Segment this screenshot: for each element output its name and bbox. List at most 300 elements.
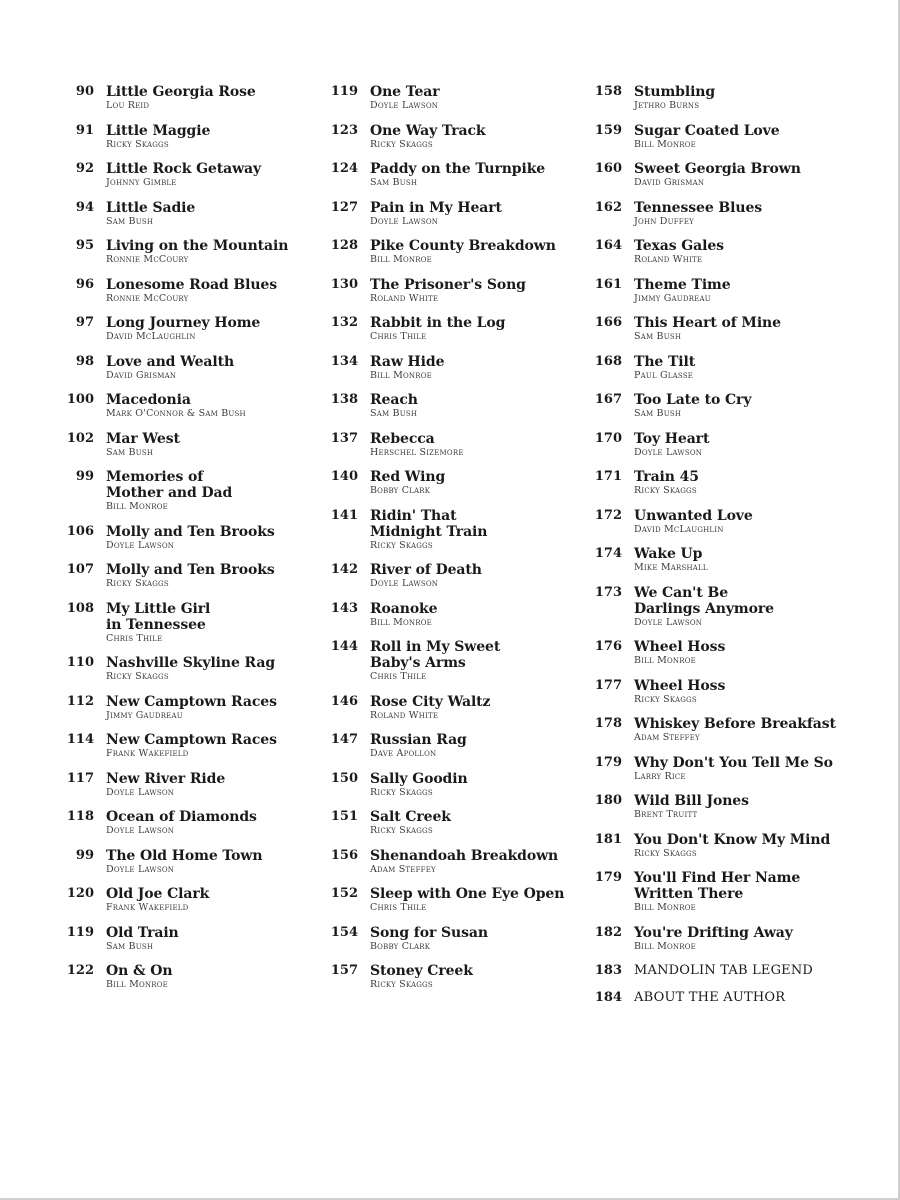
song-title: Old Train: [106, 924, 179, 941]
contents-entry[interactable]: [62, 354, 312, 382]
entry-info: [106, 601, 312, 645]
contents-entry[interactable]: [62, 562, 312, 590]
contents-entry[interactable]: [326, 732, 576, 760]
page-number: 127: [330, 199, 358, 215]
artist-name: Brent Truitt: [634, 809, 698, 820]
contents-entry[interactable]: [62, 315, 312, 343]
entry-info: [106, 963, 312, 991]
page-number: 160: [594, 161, 622, 176]
song-title: Lonesome Road Blues: [106, 276, 278, 293]
song-title: Why Don't You Tell Me So: [634, 754, 833, 771]
artist-name: David Grisman: [634, 177, 705, 188]
page-number: 144: [330, 639, 358, 654]
contents-column-2: [326, 84, 576, 1002]
contents-entry[interactable]: [590, 585, 840, 629]
contents-entry[interactable]: [326, 392, 576, 420]
page-number: 119: [66, 924, 94, 940]
page-number: 98: [75, 353, 94, 369]
contents-entry[interactable]: [590, 238, 840, 266]
artist-name: Dave Apollon: [370, 748, 437, 759]
contents-entry[interactable]: [326, 469, 576, 497]
song-title: Sugar Coated Love: [634, 122, 780, 139]
entry-info: [370, 562, 576, 590]
song-title: On & On: [106, 963, 173, 979]
page-number: 167: [594, 392, 622, 407]
artist-name: Ricky Skaggs: [634, 847, 697, 859]
song-title: Little Georgia Rose: [106, 84, 256, 100]
entry-info: [634, 755, 840, 783]
song-title: Little Maggie: [106, 122, 211, 139]
song-title: Too Late to Cry: [634, 392, 752, 408]
contents-entry[interactable]: [62, 848, 312, 876]
entry-info: [370, 732, 576, 760]
contents-entry[interactable]: [326, 601, 576, 629]
song-title: New Camptown Races: [106, 732, 277, 748]
contents-entry[interactable]: [62, 524, 312, 552]
artist-name: Chris Thile: [370, 671, 427, 682]
page-number: 151: [330, 809, 358, 824]
entry-info: [106, 431, 312, 459]
entry-info: [370, 809, 576, 837]
page-number: 94: [75, 199, 94, 215]
contents-entry[interactable]: [62, 84, 312, 112]
page-number: 140: [330, 469, 358, 484]
page-number: 141: [330, 507, 358, 523]
contents-entry[interactable]: [62, 732, 312, 760]
page-number: 180: [594, 793, 622, 808]
contents-entry[interactable]: [62, 431, 312, 459]
entry-info: [634, 84, 840, 112]
contents-entry[interactable]: [590, 200, 840, 228]
page-number: 123: [330, 122, 358, 138]
artist-name: David Grisman: [106, 369, 177, 381]
artist-name: Roland White: [370, 292, 439, 304]
page-number: 100: [66, 392, 94, 407]
contents-entry[interactable]: [590, 277, 840, 305]
artist-name: Doyle Lawson: [106, 539, 175, 551]
entry-info: [370, 886, 576, 914]
entry-info: [106, 694, 312, 722]
page-number: 95: [75, 238, 94, 253]
song-title: Roll in My Sweet Baby's Arms: [370, 639, 501, 671]
page-number: 128: [330, 238, 358, 253]
song-title: Sally Goodin: [370, 770, 468, 787]
song-title: MANDOLIN TAB LEGEND: [634, 963, 814, 978]
contents-entry[interactable]: [62, 277, 312, 305]
contents-entry[interactable]: [62, 238, 312, 266]
entry-info: [106, 809, 312, 837]
page-number: 164: [594, 238, 622, 253]
page-number: 97: [75, 315, 94, 330]
entry-info: [634, 508, 840, 536]
entry-info: [370, 694, 576, 722]
contents-entry[interactable]: [62, 123, 312, 151]
artist-name: Ricky Skaggs: [370, 825, 433, 836]
entry-info: [634, 315, 840, 343]
song-title: Rose City Waltz: [370, 693, 491, 710]
contents-entry[interactable]: [326, 639, 576, 683]
entry-info: [634, 963, 840, 979]
song-title: We Can't Be Darlings Anymore: [634, 584, 774, 617]
contents-entry[interactable]: [326, 238, 576, 266]
contents-entry[interactable]: [590, 755, 840, 783]
entry-info: [634, 870, 840, 914]
entry-info: [106, 562, 312, 590]
artist-name: Bobby Clark: [370, 485, 431, 496]
entry-info: [370, 639, 576, 683]
contents-entry[interactable]: [62, 655, 312, 683]
page-number: 99: [75, 847, 94, 863]
song-title: Memories of Mother and Dad: [106, 469, 233, 501]
contents-entry[interactable]: [590, 870, 840, 914]
artist-name: Chris Thile: [106, 632, 163, 644]
artist-name: Sam Bush: [106, 940, 154, 952]
artist-name: Sam Bush: [370, 177, 418, 188]
entry-info: [106, 161, 312, 189]
song-title: You're Drifting Away: [634, 924, 793, 941]
song-title: Russian Rag: [370, 732, 467, 748]
entry-info: [370, 123, 576, 151]
page-number: 134: [330, 353, 358, 369]
contents-entry[interactable]: [62, 963, 312, 991]
song-title: Living on the Mountain: [106, 238, 289, 254]
contents-entry[interactable]: [326, 277, 576, 305]
page-number: 99: [75, 469, 94, 484]
contents-entry[interactable]: [62, 200, 312, 228]
artist-name: Doyle Lawson: [370, 100, 439, 111]
artist-name: Bill Monroe: [370, 254, 432, 265]
artist-name: Sam Bush: [106, 215, 154, 227]
song-title: Mar West: [106, 430, 180, 447]
song-title: Texas Gales: [634, 238, 724, 254]
page-number: 147: [330, 732, 358, 747]
page-number: 172: [594, 507, 622, 523]
artist-name: Adam Steffey: [634, 732, 700, 743]
page-number: 184: [594, 989, 622, 1005]
artist-name: Bill Monroe: [106, 501, 168, 512]
artist-name: Bill Monroe: [634, 138, 696, 150]
artist-name: Ronnie McCoury: [106, 254, 189, 265]
page-number: 171: [594, 469, 622, 484]
contents-entry[interactable]: [326, 963, 576, 991]
song-title: The Tilt: [634, 353, 696, 370]
entry-info: [370, 925, 576, 953]
page-number: 138: [330, 392, 358, 407]
artist-name: David McLaughlin: [634, 523, 724, 535]
entry-info: [106, 200, 312, 228]
song-title: Pike County Breakdown: [370, 238, 556, 254]
contents-entry[interactable]: [326, 925, 576, 953]
page-number: 161: [594, 276, 622, 292]
song-title: New River Ride: [106, 770, 226, 787]
entry-info: [634, 546, 840, 574]
song-title: My Little Girl in Tennessee: [106, 600, 211, 633]
artist-name: Doyle Lawson: [634, 616, 703, 628]
page-number: 106: [66, 523, 94, 539]
artist-name: Herschel Sizemore: [370, 446, 464, 458]
artist-name: Adam Steffey: [370, 863, 436, 875]
entry-info: [634, 585, 840, 629]
contents-entry[interactable]: [326, 431, 576, 459]
page-number: 90: [75, 84, 94, 99]
entry-info: [370, 469, 576, 497]
entry-info: [370, 84, 576, 112]
contents-entry[interactable]: [326, 200, 576, 228]
page-number: 122: [66, 963, 94, 978]
artist-name: Jimmy Gaudreau: [634, 292, 711, 304]
artist-name: Lou Reid: [106, 100, 150, 111]
contents-entry[interactable]: [326, 809, 576, 837]
contents-entry[interactable]: [326, 84, 576, 112]
contents-entry[interactable]: [326, 694, 576, 722]
entry-info: [106, 655, 312, 683]
song-title: Wheel Hoss: [634, 677, 726, 694]
song-title: Tennessee Blues: [634, 199, 763, 216]
contents-entry[interactable]: [62, 469, 312, 513]
page-number: 114: [66, 732, 94, 747]
contents-entry[interactable]: [62, 886, 312, 914]
artist-name: Ronnie McCoury: [106, 292, 189, 304]
song-title: Little Rock Getaway: [106, 161, 262, 177]
entry-info: [106, 354, 312, 382]
entry-info: [370, 354, 576, 382]
artist-name: Jethro Burns: [634, 100, 700, 111]
artist-name: Doyle Lawson: [370, 578, 439, 589]
artist-name: Ricky Skaggs: [370, 979, 433, 990]
page-number: 91: [75, 122, 94, 138]
contents-entry[interactable]: [326, 848, 576, 876]
page-number: 170: [594, 430, 622, 446]
entry-info: [634, 431, 840, 459]
artist-name: Roland White: [370, 709, 439, 721]
contents-entry[interactable]: [326, 123, 576, 151]
contents-entry[interactable]: [590, 392, 840, 420]
song-title: Rabbit in the Log: [370, 315, 506, 331]
page-number: 110: [66, 655, 94, 670]
entry-info: [106, 524, 312, 552]
song-title: Reach: [370, 392, 418, 408]
page-number: 112: [66, 693, 94, 709]
contents-entry[interactable]: [326, 771, 576, 799]
page-number: 158: [594, 84, 622, 99]
contents-entry[interactable]: [590, 990, 840, 1006]
song-title: You Don't Know My Mind: [634, 831, 831, 848]
artist-name: Ricky Skaggs: [106, 578, 169, 589]
contents-entry[interactable]: [62, 392, 312, 420]
artist-name: Doyle Lawson: [106, 863, 175, 875]
entry-info: [634, 716, 840, 744]
song-title: River of Death: [370, 562, 482, 578]
song-title: Pain in My Heart: [370, 199, 502, 216]
page-number: 159: [594, 122, 622, 138]
entry-info: [106, 84, 312, 112]
contents-entry[interactable]: [590, 716, 840, 744]
contents-entry[interactable]: [326, 315, 576, 343]
song-title: One Tear: [370, 84, 440, 100]
song-title: Wheel Hoss: [634, 639, 726, 655]
entry-info: [106, 315, 312, 343]
page-number: 117: [66, 770, 94, 786]
artist-name: Johnny Gimble: [106, 177, 177, 188]
contents-entry[interactable]: [62, 809, 312, 837]
page-number: 182: [594, 924, 622, 940]
song-title: Roanoke: [370, 600, 438, 617]
contents-entry[interactable]: [62, 925, 312, 953]
page-number: 174: [594, 546, 622, 561]
contents-entry[interactable]: [62, 694, 312, 722]
artist-name: Sam Bush: [370, 408, 418, 419]
contents-entry[interactable]: [326, 886, 576, 914]
entry-info: [634, 990, 840, 1006]
contents-entry[interactable]: [590, 925, 840, 953]
contents-entry[interactable]: [590, 832, 840, 860]
contents-entry[interactable]: [590, 315, 840, 343]
page-number: 146: [330, 693, 358, 709]
contents-entry[interactable]: [326, 354, 576, 382]
entry-info: [370, 392, 576, 420]
page-number: 152: [330, 886, 358, 901]
contents-entry[interactable]: [590, 84, 840, 112]
entry-info: [370, 963, 576, 991]
entry-info: [106, 277, 312, 305]
page-number: 183: [594, 963, 622, 978]
page-number: 178: [594, 716, 622, 731]
song-title: Paddy on the Turnpike: [370, 161, 546, 177]
page-number: 102: [66, 430, 94, 446]
page-number: 156: [330, 847, 358, 863]
entry-info: [370, 200, 576, 228]
song-title: Raw Hide: [370, 353, 445, 370]
song-title: Little Sadie: [106, 199, 196, 216]
entry-info: [370, 431, 576, 459]
artist-name: Bill Monroe: [370, 616, 432, 628]
page-number: 137: [330, 430, 358, 446]
contents-entry[interactable]: [62, 161, 312, 189]
song-title: Toy Heart: [634, 430, 710, 447]
page-number: 179: [594, 754, 622, 770]
artist-name: Mark O'Connor & Sam Bush: [106, 408, 246, 419]
song-title: Stumbling: [634, 84, 716, 100]
song-title: Love and Wealth: [106, 353, 235, 370]
artist-name: Bill Monroe: [106, 979, 168, 990]
artist-name: Ricky Skaggs: [106, 138, 169, 150]
entry-info: [370, 161, 576, 189]
song-title: ABOUT THE AUTHOR: [634, 989, 786, 1005]
artist-name: Frank Wakefield: [106, 748, 189, 759]
song-title: You'll Find Her Name Written There: [634, 870, 801, 902]
page-number: 120: [66, 886, 94, 901]
page-number: 142: [330, 562, 358, 577]
page-number: 119: [330, 84, 358, 99]
song-title: New Camptown Races: [106, 693, 277, 710]
entry-info: [106, 771, 312, 799]
entry-info: [370, 771, 576, 799]
contents-entry[interactable]: [590, 469, 840, 497]
contents-entry[interactable]: [590, 793, 840, 821]
entry-info: [370, 315, 576, 343]
page-number: 130: [330, 276, 358, 292]
contents-entry[interactable]: [590, 508, 840, 536]
song-title: Unwanted Love: [634, 507, 753, 524]
artist-name: Ricky Skaggs: [370, 786, 433, 798]
contents-entry[interactable]: [590, 431, 840, 459]
page-number: 96: [75, 276, 94, 292]
song-title: Red Wing: [370, 469, 446, 485]
song-title: Ridin' That Midnight Train: [370, 507, 488, 540]
contents-entry[interactable]: [590, 546, 840, 574]
page-number: 124: [330, 161, 358, 176]
artist-name: Chris Thile: [370, 331, 427, 342]
page-number: 176: [594, 639, 622, 654]
artist-name: Doyle Lawson: [370, 215, 439, 227]
contents-entry[interactable]: [326, 508, 576, 552]
entry-info: [106, 848, 312, 876]
song-title: Old Joe Clark: [106, 886, 210, 902]
song-title: Sweet Georgia Brown: [634, 161, 801, 177]
page-number: 150: [330, 770, 358, 786]
contents-column-3: [590, 84, 840, 1016]
artist-name: Sam Bush: [634, 408, 682, 419]
page-number: 179: [594, 870, 622, 885]
song-title: Stoney Creek: [370, 963, 473, 979]
contents-entry[interactable]: [590, 639, 840, 667]
contents-entry[interactable]: [62, 771, 312, 799]
song-title: Molly and Ten Brooks: [106, 523, 275, 540]
contents-entry[interactable]: [590, 123, 840, 151]
contents-column-1: [62, 84, 312, 1002]
entry-info: [106, 469, 312, 513]
song-title: Song for Susan: [370, 924, 488, 941]
entry-info: [370, 601, 576, 629]
page-number: 157: [330, 963, 358, 978]
entry-info: [634, 200, 840, 228]
contents-entry[interactable]: [590, 963, 840, 979]
artist-name: Ricky Skaggs: [106, 671, 169, 682]
contents-entry[interactable]: [590, 354, 840, 382]
song-title: Sleep with One Eye Open: [370, 886, 565, 902]
page-number: 166: [594, 315, 622, 330]
entry-info: [634, 832, 840, 860]
contents-entry[interactable]: [326, 562, 576, 590]
song-title: The Old Home Town: [106, 847, 263, 864]
song-title: Salt Creek: [370, 809, 451, 825]
entry-info: [634, 793, 840, 821]
artist-name: Doyle Lawson: [634, 446, 703, 458]
page-number: 162: [594, 199, 622, 215]
page-number: 132: [330, 315, 358, 330]
song-title: Wake Up: [634, 546, 703, 562]
entry-info: [370, 508, 576, 552]
entry-info: [634, 123, 840, 151]
contents-entry[interactable]: [62, 601, 312, 645]
song-title: Shenandoah Breakdown: [370, 847, 559, 864]
page-number: 108: [66, 600, 94, 616]
artist-name: Paul Glasse: [634, 369, 694, 381]
entry-info: [106, 925, 312, 953]
song-title: Theme Time: [634, 276, 731, 293]
contents-entry[interactable]: [590, 678, 840, 706]
entry-info: [634, 639, 840, 667]
song-title: Molly and Ten Brooks: [106, 562, 275, 578]
artist-name: Jimmy Gaudreau: [106, 709, 183, 721]
entry-info: [634, 678, 840, 706]
page-number: 177: [594, 677, 622, 693]
contents-entry[interactable]: [590, 161, 840, 189]
page-number: 143: [330, 600, 358, 616]
contents-entry[interactable]: [326, 161, 576, 189]
entry-info: [634, 925, 840, 953]
song-title: Train 45: [634, 469, 699, 485]
